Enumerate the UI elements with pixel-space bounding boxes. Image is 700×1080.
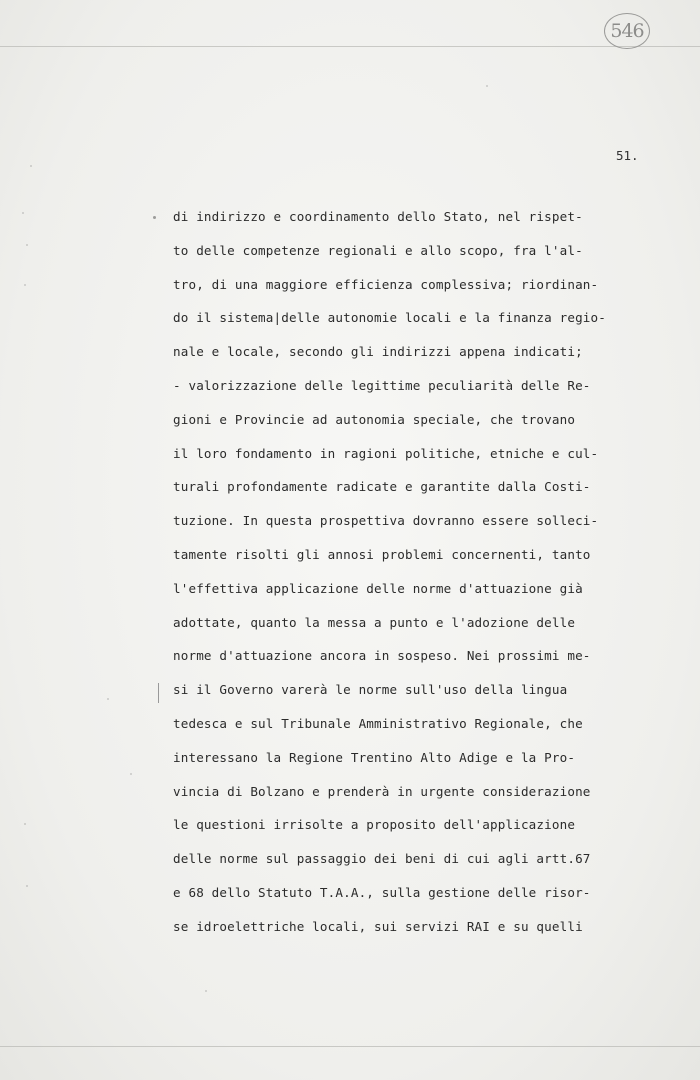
text-line: do il sistema|delle autonomie locali e la finanza regio- bbox=[173, 310, 606, 326]
scan-speck bbox=[24, 284, 26, 286]
text-line: tedesca e sul Tribunale Amministrativo Regionale, che bbox=[173, 715, 583, 731]
text-line: e 68 dello Statuto T.A.A., sulla gestione delle risor- bbox=[173, 884, 591, 900]
text-line: - valorizzazione delle legittime peculiarità delle Re- bbox=[173, 377, 591, 393]
margin-mark bbox=[158, 683, 159, 703]
text-line: turali profondamente radicate e garantite dalla Costi- bbox=[173, 479, 591, 495]
text-line: norme d'attuazione ancora in sospeso. Nei prossimi me- bbox=[173, 648, 591, 664]
scan-speck bbox=[130, 773, 132, 775]
bottom-scan-edge bbox=[0, 1046, 700, 1047]
text-line: tuzione. In questa prospettiva dovranno essere solleci- bbox=[173, 513, 599, 529]
text-line: interessano la Regione Trentino Alto Adige e la Pro- bbox=[173, 749, 576, 765]
top-scan-edge bbox=[0, 46, 700, 47]
text-line: delle norme sul passaggio dei beni di cui agli artt.67 bbox=[173, 851, 591, 867]
text-line: adottate, quanto la messa a punto e l'adozione delle bbox=[173, 614, 576, 630]
scan-speck bbox=[26, 244, 28, 246]
archive-stamp: 546 bbox=[604, 13, 650, 49]
text-line: se idroelettriche locali, sui servizi RAI e su quelli bbox=[173, 918, 583, 934]
text-line: tamente risolti gli annosi problemi concernenti, tanto bbox=[173, 546, 591, 562]
text-line: tro, di una maggiore efficienza complessiva; riordinan- bbox=[173, 276, 599, 292]
text-line: il loro fondamento in ragioni politiche, etniche e cul- bbox=[173, 445, 599, 461]
page-number: 51. bbox=[616, 148, 639, 163]
scan-speck bbox=[22, 212, 24, 214]
text-line: gioni e Provincie ad autonomia speciale, che trovano bbox=[173, 411, 576, 427]
scan-speck bbox=[486, 85, 488, 87]
scan-speck bbox=[24, 823, 26, 825]
text-line: to delle competenze regionali e allo scopo, fra l'al- bbox=[173, 242, 583, 258]
scan-speck bbox=[30, 165, 32, 167]
text-line: nale e locale, secondo gli indirizzi appena indicati; bbox=[173, 344, 583, 360]
scan-speck bbox=[26, 885, 28, 887]
document-body bbox=[173, 202, 673, 946]
scan-speck bbox=[107, 698, 109, 700]
text-line: le questioni irrisolte a proposito dell'applicazione bbox=[173, 817, 576, 833]
text-line: vincia di Bolzano e prenderà in urgente considerazione bbox=[173, 783, 591, 799]
text-line: di indirizzo e coordinamento dello Stato, nel rispet- bbox=[173, 209, 583, 224]
scan-speck bbox=[153, 216, 156, 219]
text-line: si il Governo varerà le norme sull'uso della lingua bbox=[173, 682, 568, 698]
scan-speck bbox=[205, 990, 207, 992]
text-line: l'effettiva applicazione delle norme d'attuazione già bbox=[173, 580, 583, 596]
